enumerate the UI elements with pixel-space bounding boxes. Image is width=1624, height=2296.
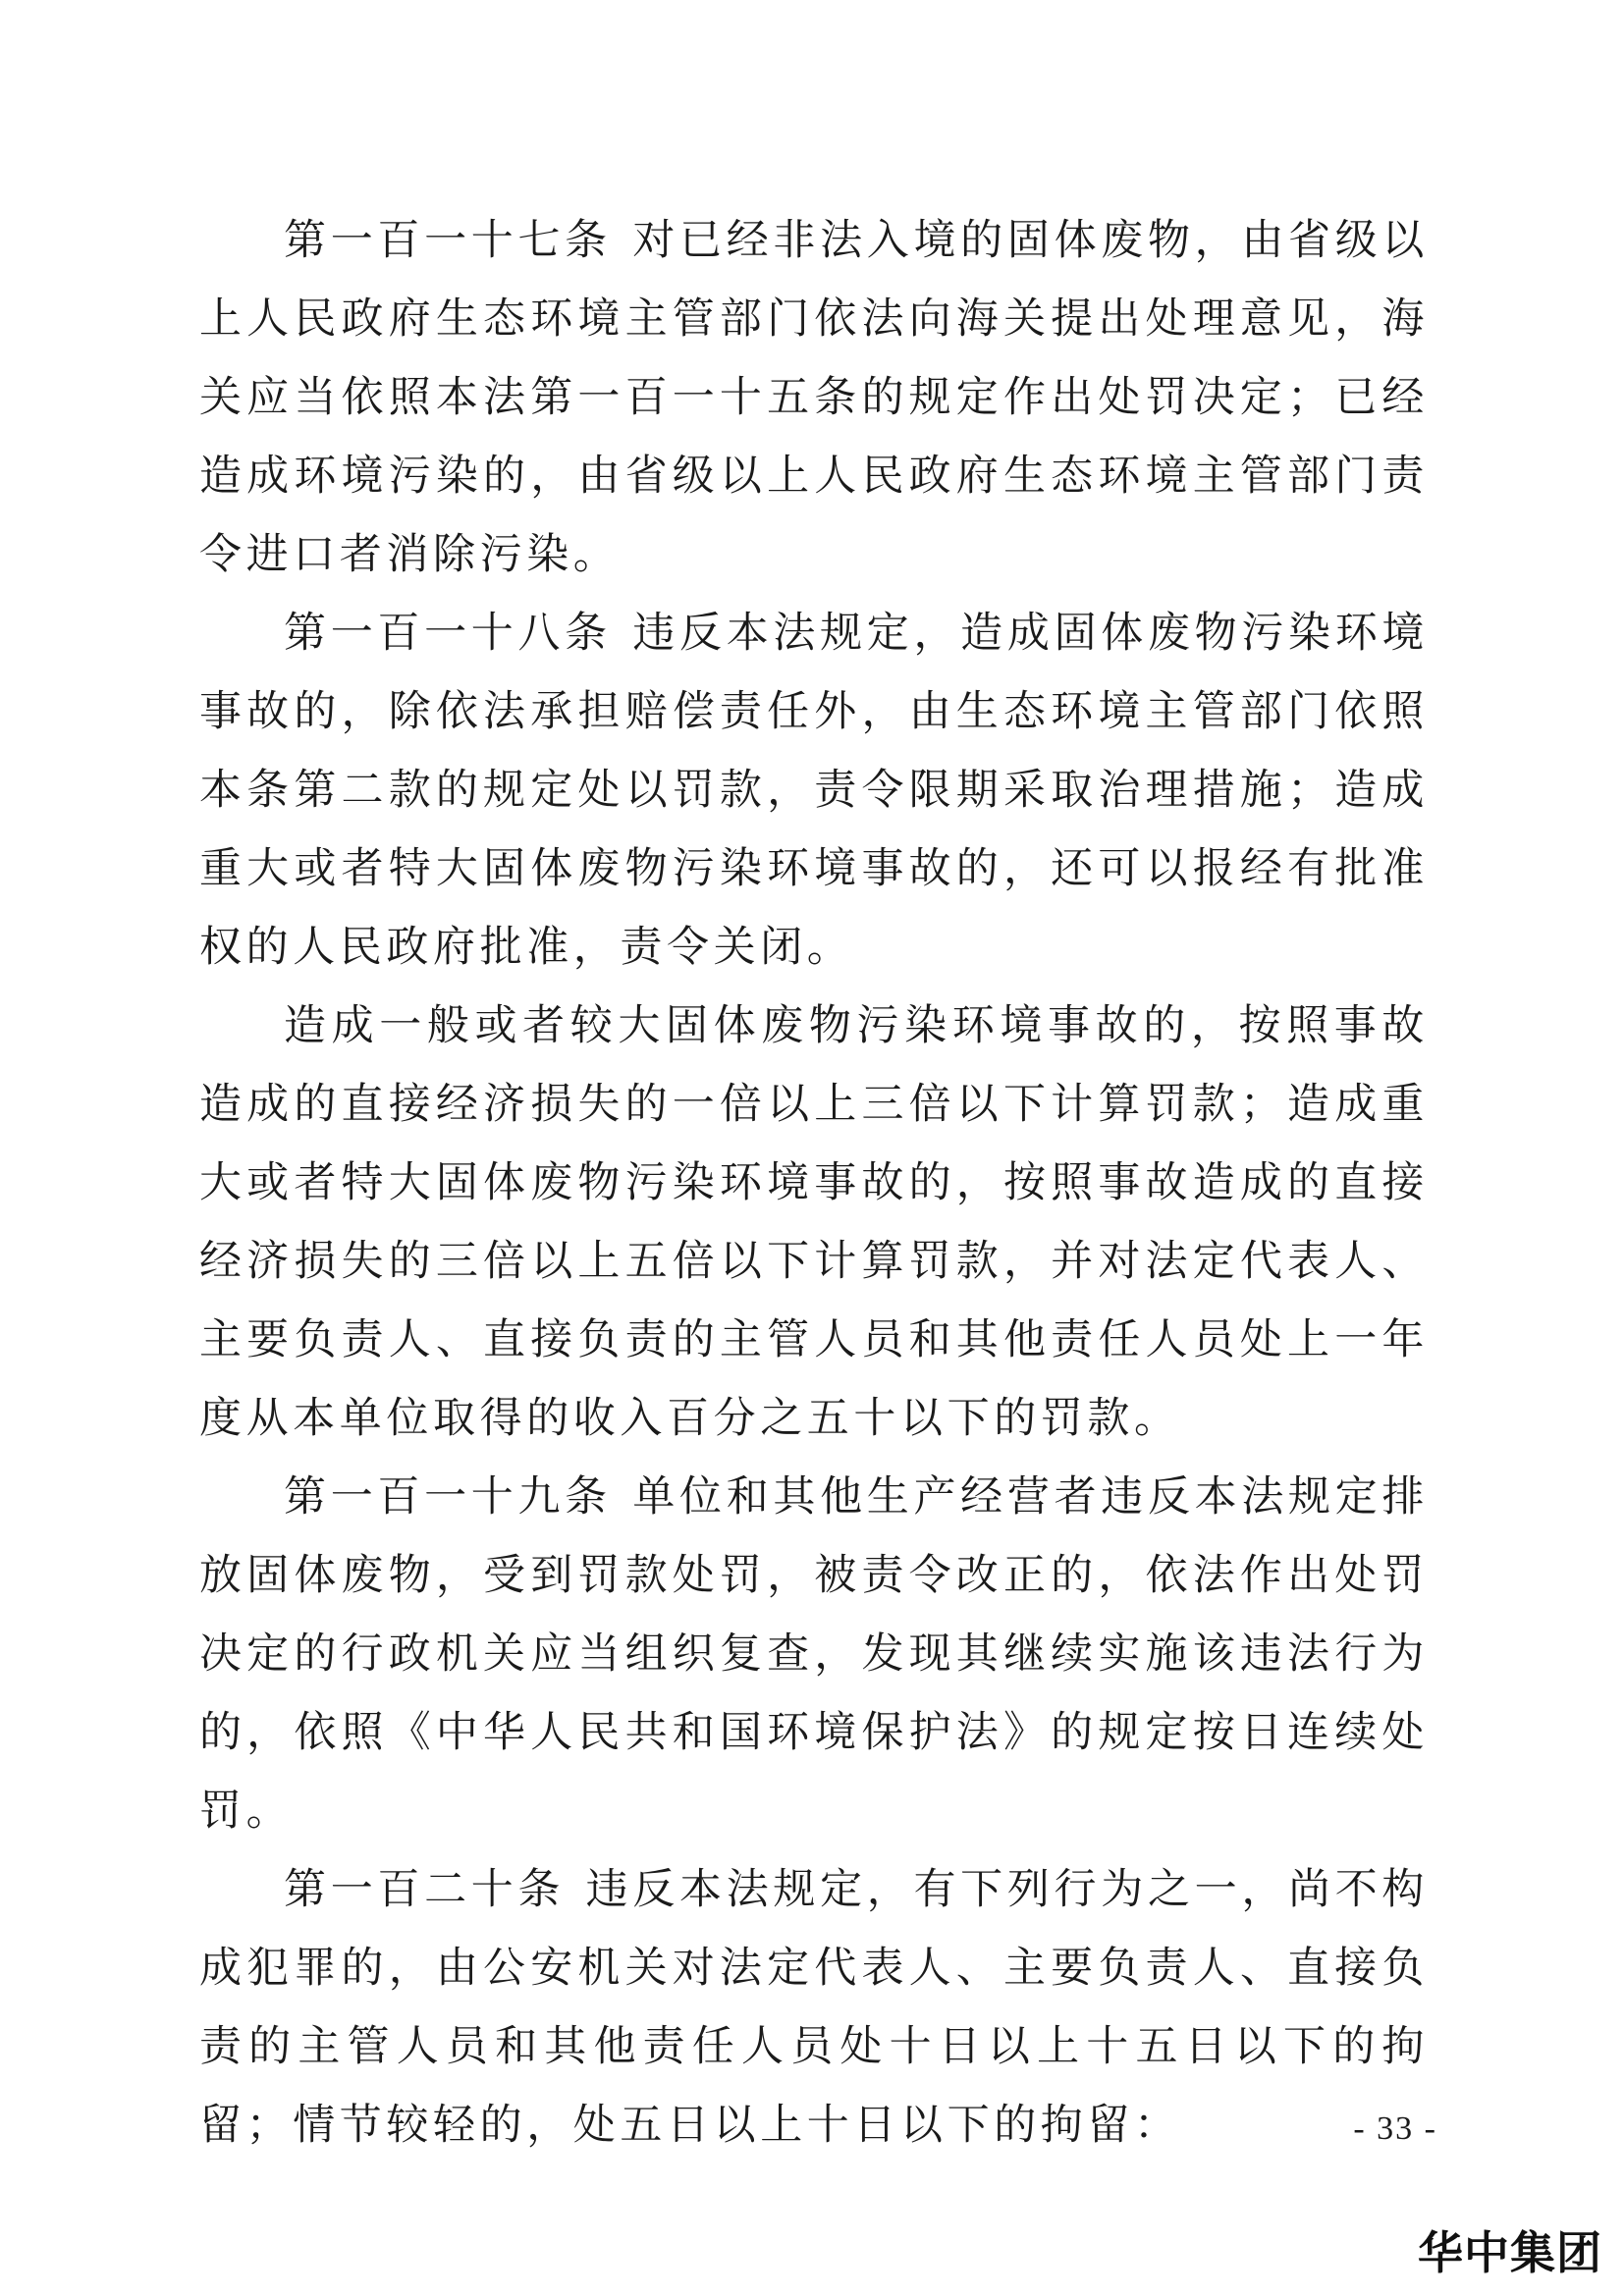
page-number: - 33 -	[1353, 2110, 1437, 2147]
document-body	[199, 201, 1429, 2164]
paragraph-article-117	[199, 201, 1429, 594]
paragraph-text: 单位和其他生产经营者违反本法规定排放固体废物，受到罚款处罚，被责令改正的，依法作出处罚决定的行政机关应当组织复查，发现其继续实施该违法行为的，依照《中华人民共和国环境保护法》的规定按日连续处罚。	[199, 1472, 1429, 1836]
paragraph-text: 对已经非法入境的固体废物，由省级以上人民政府生态环境主管部门依法向海关提出处理意见，海关应当依照本法第一百一十五条的规定作出处罚决定；已经造成环境污染的，由省级以上人民政府生态环境主管部门责令进口者消除污染。	[199, 216, 1429, 579]
article-number: 第一百二十条	[284, 1865, 566, 1914]
article-number: 第一百一十七条	[284, 216, 612, 265]
paragraph-text: 造成一般或者较大固体废物污染环境事故的，按照事故造成的直接经济损失的一倍以上三倍以下计算罚款；造成重大或者特大固体废物污染环境事故的，按照事故造成的直接经济损失的三倍以上五倍以下计算罚款，并对法定代表人、主要负责人、直接负责的主管人员和其他责任人员处上一年度从本单位取得的收入百分之五十以下的罚款。	[199, 1001, 1429, 1443]
paragraph-article-120	[199, 1850, 1429, 2164]
watermark-logo: 华中集团	[1418, 2226, 1602, 2279]
paragraph-text: 违反本法规定，造成固体废物污染环境事故的，除依法承担赔偿责任外，由生态环境主管部门依照本条第二款的规定处以罚款，责令限期采取治理措施；造成重大或者特大固体废物污染环境事故的，还可以报经有批准权的人民政府批准，责令关闭。	[199, 609, 1429, 972]
paragraph-article-118-clause-2	[199, 987, 1429, 1458]
article-number: 第一百一十九条	[284, 1472, 612, 1522]
paragraph-article-119	[199, 1458, 1429, 1850]
paragraph-text: 违反本法规定，有下列行为之一，尚不构成犯罪的，由公安机关对法定代表人、主要负责人、直接负责的主管人员和其他责任人员处十日以上十五日以下的拘留；情节较轻的，处五日以上十日以下的拘留：	[199, 1865, 1429, 2150]
article-number: 第一百一十八条	[284, 609, 612, 658]
paragraph-article-118	[199, 594, 1429, 987]
